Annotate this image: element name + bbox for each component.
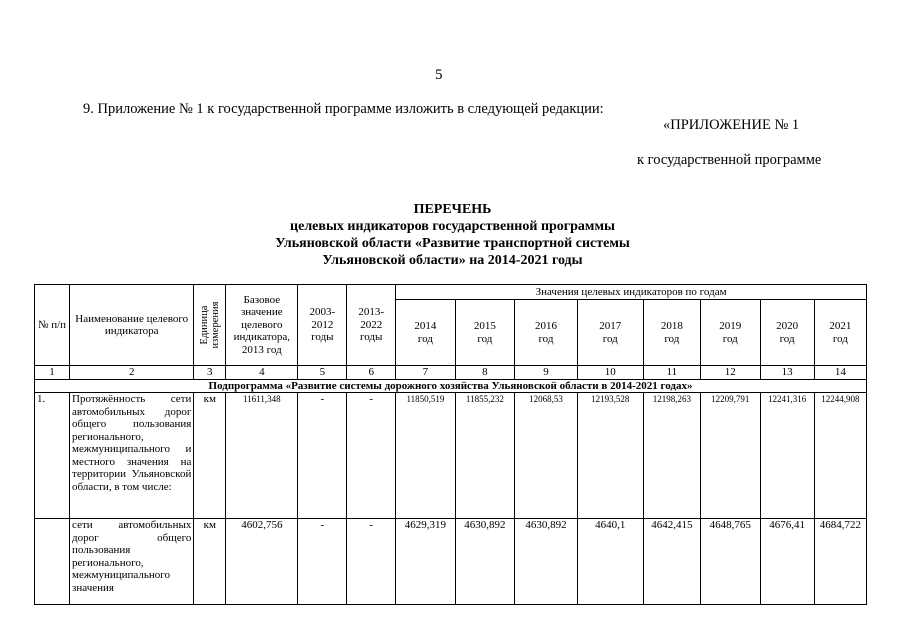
header-group: Значения целевых индикаторов по годам	[396, 285, 867, 300]
year-label: 2018	[660, 320, 683, 332]
col-number: 1	[35, 366, 70, 380]
intro-text: 9. Приложение № 1 к государственной программе изложить в следующей редакции:	[83, 101, 604, 117]
col-number: 5	[298, 366, 347, 380]
row-value: 12244,908	[814, 393, 866, 519]
column-numbers-row	[35, 366, 867, 380]
year-unit: год	[477, 332, 493, 345]
page-number: 5	[435, 67, 443, 83]
row-value: 11850,519	[396, 393, 455, 519]
heading-line-3: Ульяновской области «Развитие транспортной системы	[275, 236, 630, 251]
header-unit-label: Единица измерения	[198, 301, 221, 349]
header-year	[515, 300, 578, 366]
year-label: 2014	[414, 320, 437, 332]
header-name: Наименование целевого индикатора	[70, 285, 194, 366]
appendix-reference: к государственной программе	[637, 152, 822, 168]
header-year	[455, 300, 514, 366]
col-number: 8	[455, 366, 514, 380]
col-number: 10	[577, 366, 643, 380]
header-year	[814, 300, 866, 366]
header-num: № п/п	[35, 285, 70, 366]
heading-line-2: целевых индикаторов государственной программы	[290, 219, 615, 234]
heading-line-4: Ульяновской области» на 2014-2021 годы	[322, 253, 583, 268]
year-label: 2017	[599, 320, 622, 332]
header-year	[396, 300, 455, 366]
row-value: 12193,528	[577, 393, 643, 519]
row-value: 12198,263	[643, 393, 700, 519]
row-period-2: -	[347, 393, 396, 519]
col-number: 3	[194, 366, 226, 380]
row-value: 12068,53	[515, 393, 578, 519]
indicators-table	[34, 284, 867, 605]
section-row	[35, 379, 867, 393]
header-period-1: 2003-2012 годы	[298, 285, 347, 366]
row-number: 1.	[35, 393, 70, 519]
year-label: 2015	[473, 320, 496, 332]
row-value: 4684,722	[814, 519, 866, 605]
row-base: 4602,756	[226, 519, 298, 605]
year-unit: год	[538, 332, 554, 345]
row-period-1: -	[298, 519, 347, 605]
row-period-2: -	[347, 519, 396, 605]
year-label: 2019	[719, 320, 742, 332]
year-unit: год	[779, 332, 795, 345]
header-year	[577, 300, 643, 366]
row-value: 12209,791	[701, 393, 760, 519]
row-value: 11855,232	[455, 393, 514, 519]
col-number: 13	[760, 366, 814, 380]
row-unit: км	[194, 393, 226, 519]
row-value: 4642,415	[643, 519, 700, 605]
row-name: Протяжённость сети автомобильных дорог общего пользования регионального, межмуниципального и местного значения на территории Ульяновской области, в том числе:	[70, 393, 194, 519]
row-value: 4630,892	[515, 519, 578, 605]
row-name: сети автомобильных дорог общего пользования регионального, межмуниципального значения	[70, 519, 194, 605]
col-number: 2	[70, 366, 194, 380]
col-number: 12	[701, 366, 760, 380]
header-year	[701, 300, 760, 366]
header-row	[35, 285, 867, 300]
row-base: 11611,348	[226, 393, 298, 519]
row-number	[35, 519, 70, 605]
row-value: 4630,892	[455, 519, 514, 605]
col-number: 9	[515, 366, 578, 380]
row-period-1: -	[298, 393, 347, 519]
row-value: 12241,316	[760, 393, 814, 519]
row-value: 4640,1	[577, 519, 643, 605]
row-value: 4629,319	[396, 519, 455, 605]
year-unit: год	[664, 332, 680, 345]
header-year	[643, 300, 700, 366]
year-unit: год	[417, 332, 433, 345]
col-number: 7	[396, 366, 455, 380]
year-unit: год	[832, 332, 848, 345]
row-unit: км	[194, 519, 226, 605]
header-base: Базовое значение целевого индикатора, 2013 год	[226, 285, 298, 366]
col-number: 14	[814, 366, 866, 380]
row-value: 4648,765	[701, 519, 760, 605]
heading-line-1: ПЕРЕЧЕНЬ	[413, 202, 492, 217]
table-row	[35, 393, 867, 519]
year-label: 2021	[829, 320, 852, 332]
year-unit: год	[722, 332, 738, 345]
year-unit: год	[602, 332, 618, 345]
col-number: 11	[643, 366, 700, 380]
header-year	[760, 300, 814, 366]
col-number: 4	[226, 366, 298, 380]
row-value: 4676,41	[760, 519, 814, 605]
col-number: 6	[347, 366, 396, 380]
table-row	[35, 519, 867, 605]
section-title: Подпрограмма «Развитие системы дорожного хозяйства Ульяновской области в 2014-2021 годах»	[35, 379, 867, 393]
appendix-label: «ПРИЛОЖЕНИЕ № 1	[663, 117, 800, 133]
year-label: 2016	[534, 320, 557, 332]
year-label: 2020	[776, 320, 799, 332]
header-period-2: 2013-2022 годы	[347, 285, 396, 366]
header-unit	[194, 285, 226, 366]
